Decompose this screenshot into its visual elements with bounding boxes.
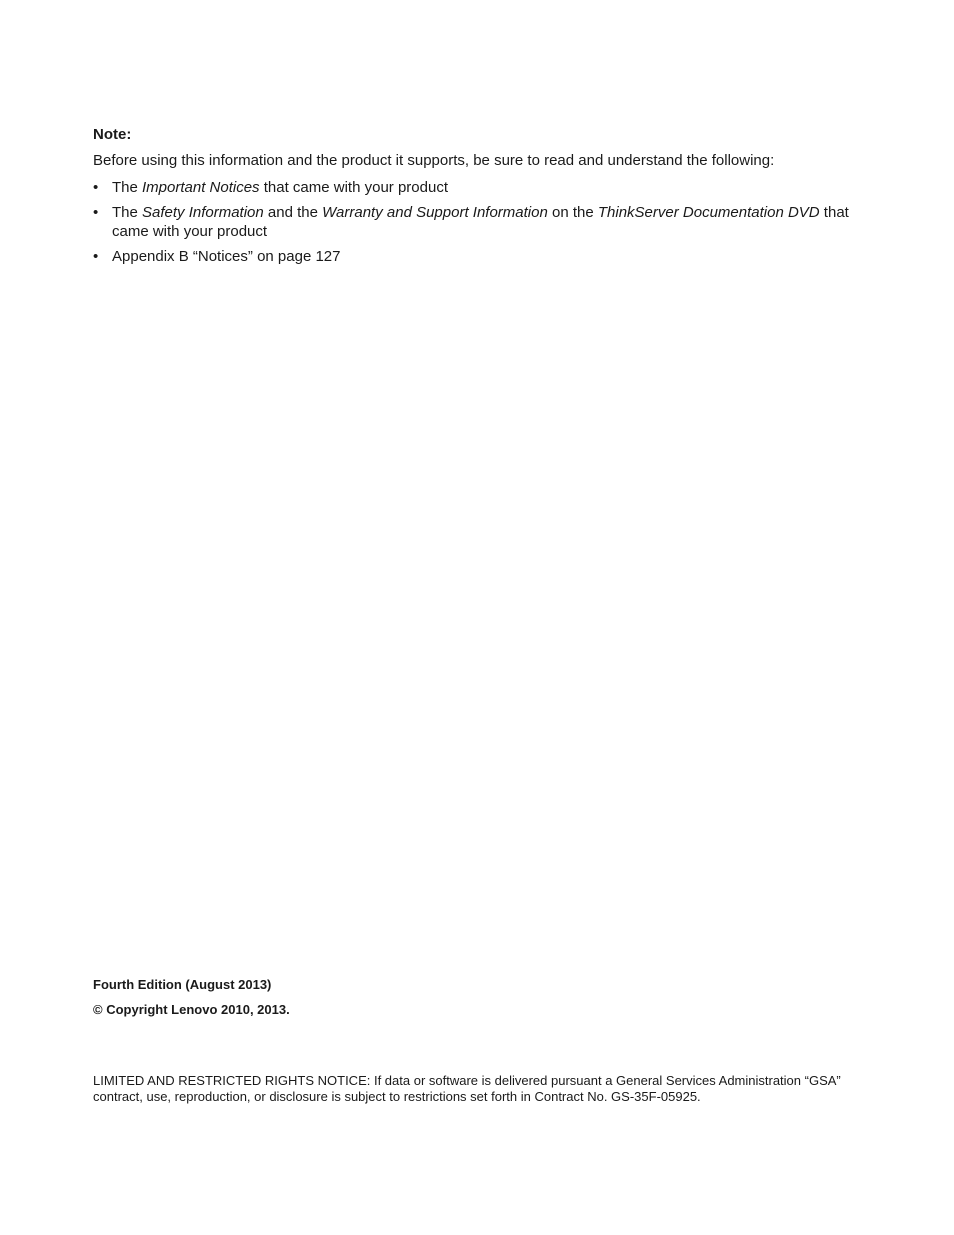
document-title: Safety Information [142,204,264,221]
bullet-icon: • [93,204,99,221]
notice-list [93,178,873,272]
document-title: Important Notices [142,179,260,196]
item-text: that came with your product [112,204,849,240]
item-text: The [112,204,143,221]
copyright-line: © Copyright Lenovo 2010, 2013. [93,1002,290,1017]
note-heading: Note: [93,126,132,143]
rights-notice: LIMITED AND RESTRICTED RIGHTS NOTICE: If data or software is delivered pursuant a General Services Administration “GSA” contract, use, reproduction, or disclosure is subject to restrictions set forth in Contract No. GS-35F-05925. [93,1073,841,1104]
item-text: The [112,179,143,196]
list-item [93,247,873,266]
bullet-icon: • [93,179,99,196]
item-text: Appendix B “Notices” on page 127 [112,248,341,265]
list-item [93,178,873,197]
item-text: and the [263,204,323,221]
list-item [93,203,873,241]
document-title: Warranty and Support Information [322,204,548,221]
note-intro: Before using this information and the product it supports, be sure to read and understand the following: [93,152,775,169]
item-text: that came with your product [259,179,448,196]
bullet-icon: • [93,248,99,265]
edition-line: Fourth Edition (August 2013) [93,977,272,992]
document-title: ThinkServer Documentation DVD [597,204,820,221]
item-text: on the [547,204,598,221]
